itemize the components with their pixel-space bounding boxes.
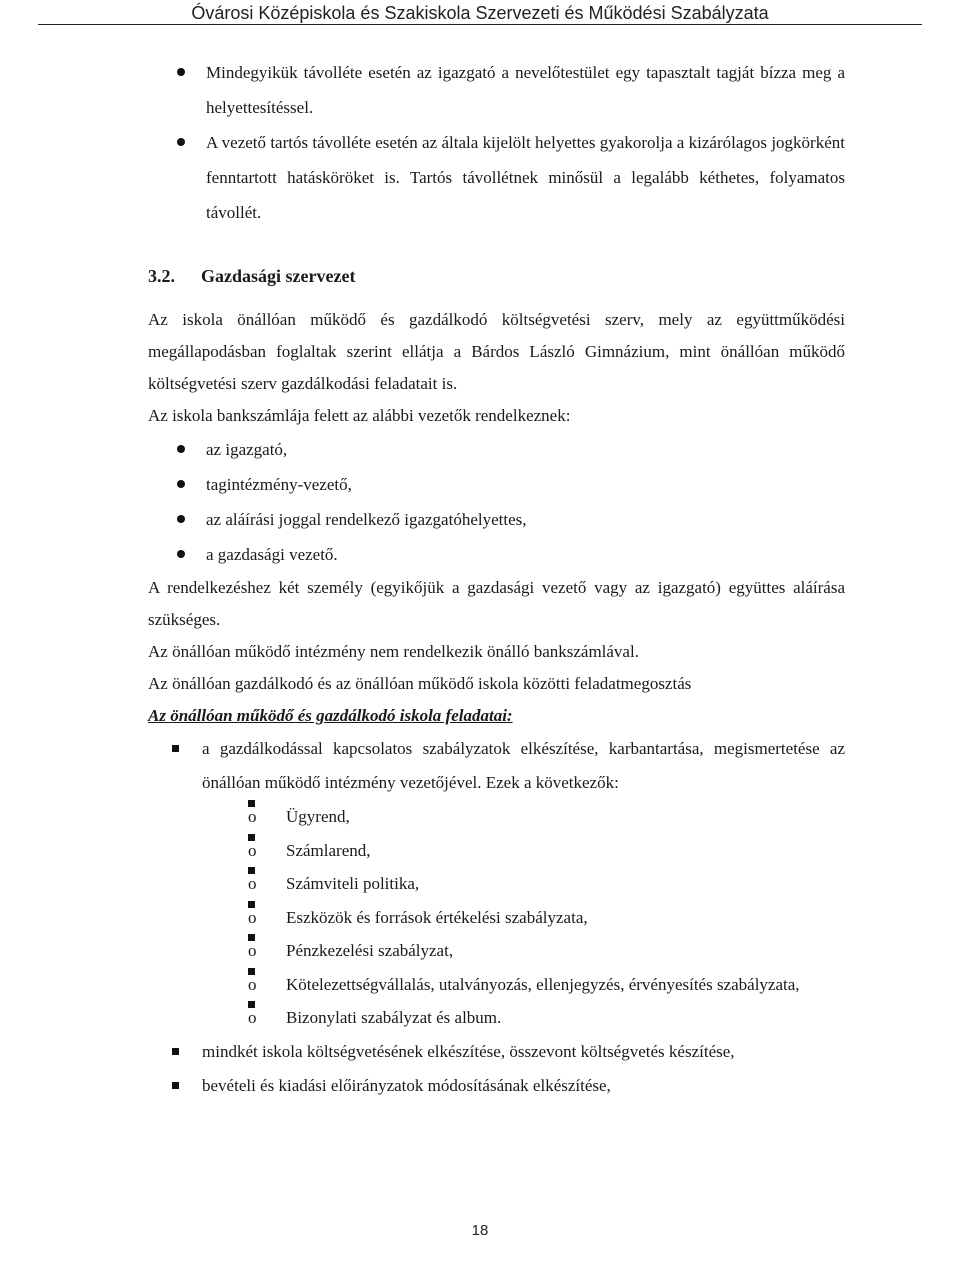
sublist-item: o Eszközök és források értékelési szabályzata, [248,901,845,935]
list-item: A vezető tartós távolléte esetén az általa kijelölt helyettes gyakorolja a kizárólagos jogkörként fenntartott hatásköröket is. Tartós távollétnek minősül a legalább kéthetes, folyamatos távollét. [148,125,845,230]
section-heading [148,260,845,292]
page-content [148,55,845,1103]
list-item [148,732,845,1035]
list-item: Mindegyikük távolléte esetén az igazgató a nevelőtestület egy tapasztalt tagját bízza meg a helyettesítéssel. [148,55,845,125]
division-paragraph: Az önállóan gazdálkodó és az önállóan működő iskola közötti feladatmegosztás [148,674,692,693]
list-item: az igazgató, [148,432,845,467]
sublist-item: o Bizonylati szabályzat és album. [248,1001,845,1035]
section-number: 3.2. [148,266,175,286]
bank-holder-list [148,432,845,572]
page-header: Óvárosi Középiskola és Szakiskola Szervezeti és Működési Szabályzata [38,2,922,25]
list-item: tagintézmény-vezető, [148,467,845,502]
bank-intro-paragraph: Az iskola bankszámlája felett az alábbi vezetők rendelkeznek: [148,406,571,425]
page-number: 18 [471,1222,489,1239]
regulation-sublist [202,800,845,1035]
signature-paragraph: A rendelkezéshez két személy (egyikőjük a gazdasági vezető vagy az igazgató) együttes aláírása szükséges. [148,578,845,629]
list-item: az aláírási joggal rendelkező igazgatóhelyettes, [148,502,845,537]
sublist-item: o Ügyrend, [248,800,845,834]
section-title: Gazdasági szervezet [201,266,356,286]
sublist-item: o Számlarend, [248,834,845,868]
task-text: a gazdálkodással kapcsolatos szabályzatok elkészítése, karbantartása, megismertetése az önállóan működő intézmény vezetőjével. Ezek a következők: [202,739,845,792]
sublist-item: o Pénzkezelési szabályzat, [248,934,845,968]
task-list [148,732,845,1103]
top-bullet-list [148,55,845,230]
list-item: a gazdasági vezető. [148,537,845,572]
list-item: bevételi és kiadási előirányzatok módosításának elkészítése, [148,1069,845,1103]
sublist-item: o Számviteli politika, [248,867,845,901]
sublist-item: o Kötelezettségvállalás, utalványozás, ellenjegyzés, érvényesítés szabályzata, [248,968,845,1002]
tasks-heading: Az önállóan működő és gazdálkodó iskola feladatai: [148,706,513,725]
intro-paragraph: Az iskola önállóan működő és gazdálkodó költségvetési szerv, mely az együttműködési megállapodásban foglaltak szerint ellátja a Bárdos László Gimnázium, mint önállóan működő költségvetési szerv gazdálkodási feladatait is. [148,310,845,393]
no-account-paragraph: Az önállóan működő intézmény nem rendelkezik önálló bankszámlával. [148,642,639,661]
list-item: mindkét iskola költségvetésének elkészítése, összevont költségvetés készítése, [148,1035,845,1069]
